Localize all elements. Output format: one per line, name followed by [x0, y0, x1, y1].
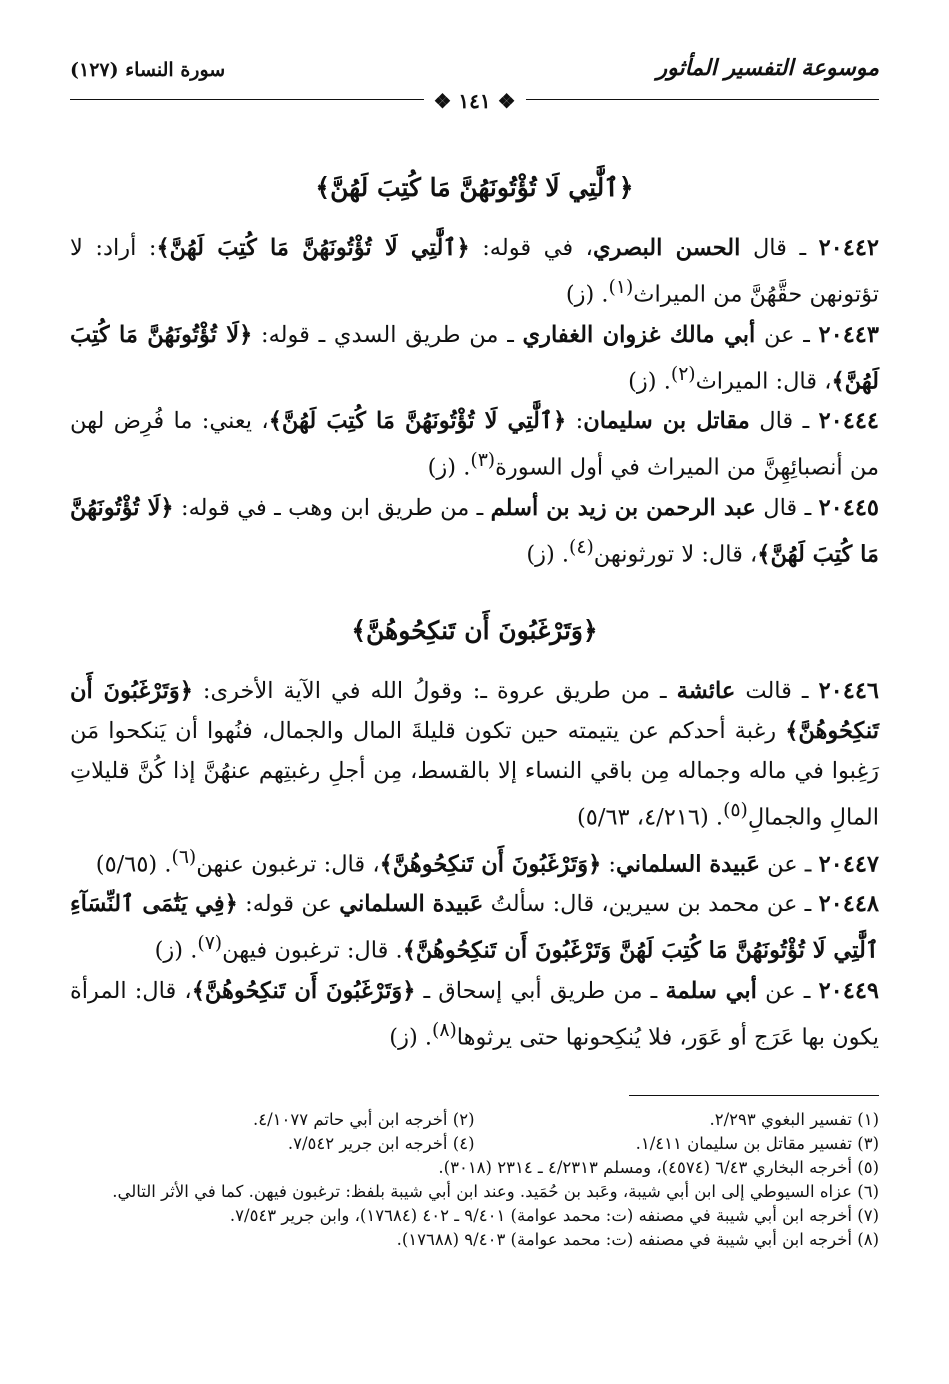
narration-entry — [70, 884, 879, 971]
entry-text: ، قال: المرأة يكون بها عَرَج أو عَوَر، فلا يُنكِحونها حتى يرثوها — [70, 977, 879, 1050]
source-mark: . (ز) — [389, 1024, 433, 1050]
entry-text: ـ من طريق عروة ـ: وقولُ الله في الآية الأخرى: — [192, 678, 677, 704]
quran-quote: ﴿لَا تُؤْتُونَهُنَّ مَا كُتِبَ لَهُنَّ﴾ — [70, 321, 879, 394]
footnote-ref: (١) — [608, 277, 634, 298]
source-mark: . (٥/٦٥) — [95, 851, 172, 877]
narration-entry — [70, 488, 879, 575]
footnote-ref: (٢) — [670, 363, 696, 385]
narrator-name: عَبيدة السلماني — [339, 891, 484, 917]
footnote-divider — [629, 1095, 879, 1096]
entry-text: ـ قالت — [735, 678, 809, 704]
entry-text: ، قال: لا تورثونهن — [593, 541, 758, 567]
entry-text: ـ من طريق السدي ـ قوله: — [252, 321, 523, 348]
footnote-3: (٣) تفسير مقاتل بن سليمان ١/٤١١. — [635, 1134, 879, 1153]
narration-entry — [70, 971, 879, 1058]
source-mark: . (ز) — [565, 281, 609, 308]
quran-quote: ﴿لَا تُؤْتُونَهُنَّ مَا كُتِبَ لَهُنَّ﴾ — [70, 494, 879, 567]
narrator-name: أبي مالك غزوان الغفاري — [522, 321, 756, 348]
quran-quote: ﴿وَتَرْغَبُونَ أَن تَنكِحُوهُنَّ﴾ — [379, 851, 602, 877]
narration-entry — [70, 671, 879, 838]
entry-text: . قال: ترغبون فيهن — [222, 937, 403, 964]
footnote-7: (٧) أخرجه ابن أبي شيبة في مصنفه (ت: محمد عوامة) ٩/٤٠١ ـ ٤٠٢ (١٧٦٨٤)، وابن جرير ٧/٥٤٣. — [229, 1206, 879, 1225]
footnote-2: (٢) أخرجه ابن أبي حاتم ٤/١٠٧٧. — [253, 1110, 475, 1129]
footnote-1: (١) تفسير البغوي ٢/٢٩٣. — [709, 1110, 879, 1129]
footnote-row — [70, 1108, 879, 1132]
footnotes — [70, 1095, 879, 1252]
page-number: ❖ ١٤١ ❖ — [423, 89, 525, 113]
book-title: موسوعة التفسير المأثور — [656, 55, 879, 81]
narrator-name: عبد الرحمن بن زيد بن أسلم — [490, 494, 756, 521]
entry-number: ٢٠٤٤٣ — [818, 321, 879, 348]
entry-text: ـ عن محمد بن سيرين، قال: سألتُ — [483, 891, 812, 917]
entry-text: ـ عن — [755, 321, 810, 348]
verse-heading: ﴿ٱلَّٰتِي لَا تُؤْتُونَهُنَّ مَا كُتِبَ لَهُنَّ﴾ — [315, 173, 634, 202]
footnote-ref: (٧) — [197, 933, 223, 954]
entry-text: ، قال: الميراث — [695, 368, 832, 394]
entry-text: ، قال: ترغبون عنهن — [196, 851, 380, 877]
entry-text: ـ قال — [740, 235, 807, 261]
entry-number: ٢٠٤٤٦ — [818, 678, 879, 704]
entry-text: ـ من طريق أبي إسحاق ـ — [415, 977, 666, 1004]
narration-entry — [70, 401, 879, 488]
source-mark: . (ز) — [628, 368, 671, 394]
narrator-name: عَبيدة السلماني — [616, 851, 760, 877]
footnote-ref: (٦) — [171, 846, 197, 868]
entry-text: : — [566, 408, 584, 434]
narration-entry — [70, 315, 879, 402]
entry-text: : — [601, 851, 616, 877]
quran-quote: ﴿وَتَرْغَبُونَ أَن تَنكِحُوهُنَّ﴾ — [70, 678, 879, 744]
entry-text: ـ من طريق ابن وهب ـ في قوله: — [173, 494, 491, 521]
source-mark: . (٤/٢١٦، ٥/٦٣) — [577, 804, 724, 831]
entry-number: ٢٠٤٤٤ — [818, 408, 880, 434]
main-content — [70, 165, 879, 1057]
quran-quote: ﴿ٱلَّٰتِي لَا تُؤْتُونَهُنَّ مَا كُتِبَ لَهُنَّ﴾ — [156, 235, 470, 261]
entry-number: ٢٠٤٤٥ — [818, 494, 879, 521]
entry-text: عن قوله: — [237, 891, 340, 917]
footnote-ref: (٤) — [569, 536, 594, 558]
document-page — [70, 55, 880, 1249]
entry-number: ٢٠٤٤٢ — [818, 235, 880, 261]
source-mark: . (ز) — [154, 937, 198, 964]
footnote-6: (٦) عزاه السيوطي إلى ابن أبي شيبة، وعَبد بن حُمَيد. وعند ابن أبي شيبة بلفظ: ترغبون فيهن. كما في الأثر التالي. — [112, 1182, 879, 1201]
entry-number: ٢٠٤٤٨ — [818, 891, 880, 917]
verse-heading: ﴿وَتَرْغَبُونَ أَن تَنكِحُوهُنَّ﴾ — [351, 616, 598, 645]
quran-quote: ﴿فِي يَتَٰمَى ٱلنِّسَآءِ ٱلَّٰتِي لَا تُؤْتُونَهُنَّ مَا كُتِبَ لَهُنَّ وَتَرْغَبُونَ أَن تَنكِحُوهُنَّ﴾ — [70, 891, 879, 964]
source-mark: . (ز) — [427, 454, 471, 481]
footnote-row — [70, 1132, 879, 1156]
entry-text: رغبة أحدكم عن يتيمته حين تكون قليلةَ المال والجمال، فنُهوا أن يَنكحوا مَن رَغِبوا في ماله وجماله مِن باقي النساء إلا بالقسط، مِن أجلِ رغبتِهم عنهُنَّ إذا كُنَّ قليلاتِ المالِ والجمالِ — [70, 718, 879, 831]
entry-text: ـ عن — [759, 851, 812, 877]
entry-text: ـ عن — [756, 977, 811, 1004]
entry-text: ، في قوله: — [469, 235, 593, 261]
entry-text: ـ قال — [755, 494, 812, 521]
page-header — [70, 55, 879, 113]
entry-text: : أراد: لا تؤتونهن حقَّهُنَّ من الميراث — [70, 235, 879, 308]
narrator-name: مقاتل بن سليمان — [583, 408, 750, 434]
narrator-name: عائشة — [676, 678, 736, 704]
footnote-4: (٤) أخرجه ابن جرير ٧/٥٤٢. — [287, 1134, 475, 1153]
entry-text: ـ قال — [749, 408, 810, 434]
entry-number: ٢٠٤٤٩ — [818, 977, 879, 1004]
narration-entry — [70, 838, 879, 885]
footnote-ref: (٥) — [723, 800, 748, 821]
entry-text: ، يعني: ما فُرِض لهن من أنصبائِهِنَّ من الميراث في أول السورة — [70, 408, 879, 481]
footnote-8: (٨) أخرجه ابن أبي شيبة في مصنفه (ت: محمد عوامة) ٩/٤٠٣ (١٧٦٨٨). — [396, 1230, 879, 1249]
quran-quote: ﴿وَتَرْغَبُونَ أَن تَنكِحُوهُنَّ﴾ — [191, 977, 416, 1004]
narrator-name: أبي سلمة — [665, 977, 757, 1004]
footnote-5: (٥) أخرجه البخاري ٦/٤٣ (٤٥٧٤)، ومسلم ٤/٢٣١٣ ـ ٢٣١٤ (٣٠١٨). — [438, 1158, 879, 1177]
footnote-ref: (٨) — [432, 1019, 457, 1041]
narrator-name: الحسن البصري — [592, 235, 741, 261]
source-mark: . (ز) — [526, 541, 570, 567]
footnote-ref: (٣) — [470, 450, 496, 471]
surah-label: سورة النساء (١٢٧) — [70, 59, 226, 81]
quran-quote: ﴿ٱلَّٰتِي لَا تُؤْتُونَهُنَّ مَا كُتِبَ لَهُنَّ﴾ — [268, 408, 567, 434]
entry-number: ٢٠٤٤٧ — [818, 851, 879, 877]
narration-entry — [70, 228, 879, 315]
